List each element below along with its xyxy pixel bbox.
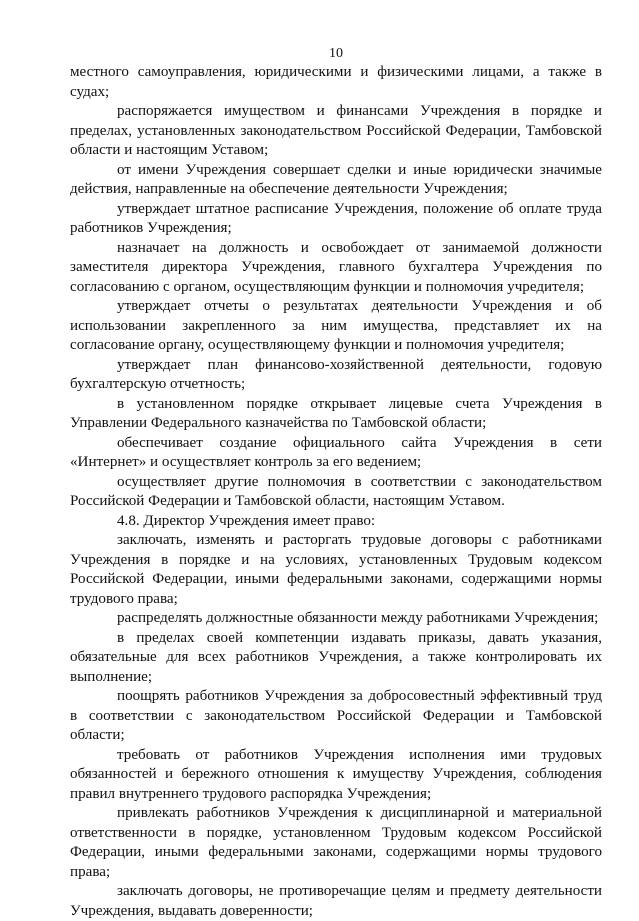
paragraph: в пределах своей компетенции издавать приказы, давать указания, обязательные для всех работников Учреждения, а также контролировать их выполнение; — [70, 629, 602, 685]
paragraph: утверждает штатное расписание Учреждения, положение об оплате труда работников Учреждения; — [70, 200, 602, 236]
document-body — [70, 63, 602, 921]
paragraph: утверждает план финансово-хозяйственной деятельности, годовую бухгалтерскую отчетность; — [70, 356, 602, 392]
document-page — [70, 46, 602, 921]
paragraph: осуществляет другие полномочия в соответствии с законодательством Российской Федерации и Тамбовской области, настоящим Уставом. — [70, 473, 602, 509]
section-heading: 4.8. Директор Учреждения имеет право: — [117, 512, 376, 529]
paragraph: поощрять работников Учреждения за добросовестный эффективный труд в соответствии с законодательством Российской Федерации и Тамбовской области; — [70, 688, 602, 743]
paragraph: распределять должностные обязанности между работниками Учреждения; — [117, 610, 599, 626]
paragraph-continuation: местного самоуправления, юридическими и физическими лицами, а также в судах; — [70, 64, 602, 100]
paragraph: утверждает отчеты о результатах деятельности Учреждения и об использовании закрепленного за ним имущества, представляет их на согласование органу, осуществляющему функции и полномочия учредителя; — [70, 298, 602, 353]
paragraph: от имени Учреждения совершает сделки и иные юридически значимые действия, направленные на обеспечение деятельности Учреждения; — [70, 161, 602, 197]
paragraph: обеспечивает создание официального сайта Учреждения в сети «Интернет» и осуществляет контроль за его ведением; — [70, 434, 602, 470]
paragraph: заключать, изменять и расторгать трудовые договоры с работниками Учреждения в порядке и на условиях, установленных Трудовым кодексом Российской Федерации, иными федеральными законами, содержащими нормы трудового права; — [70, 532, 602, 607]
paragraph: требовать от работников Учреждения исполнения ими трудовых обязанностей и бережного отношения к имуществу Учреждения, соблюдения правил внутреннего трудового распорядка Учреждения; — [70, 746, 602, 802]
page-number: 10 — [329, 46, 343, 61]
paragraph: в установленном порядке открывает лицевые счета Учреждения в Управлении Федерального казначейства по Тамбовской области; — [70, 395, 602, 431]
paragraph: привлекать работников Учреждения к дисциплинарной и материальной ответственности в порядке, установленном Трудовым кодексом Российской Федерации, иными федеральными законами, содержащими нормы трудового права; — [70, 805, 602, 880]
paragraph: заключать договоры, не противоречащие целям и предмету деятельности Учреждения, выдавать доверенности; — [70, 883, 602, 919]
paragraph: распоряжается имуществом и финансами Учреждения в порядке и пределах, установленных законодательством Российской Федерации, Тамбовской области и настоящим Уставом; — [70, 103, 602, 158]
paragraph: назначает на должность и освобождает от занимаемой должности заместителя директора Учреждения, главного бухгалтера Учреждения по согласованию с органом, осуществляющим функции и полномочия учредителя; — [70, 239, 602, 295]
